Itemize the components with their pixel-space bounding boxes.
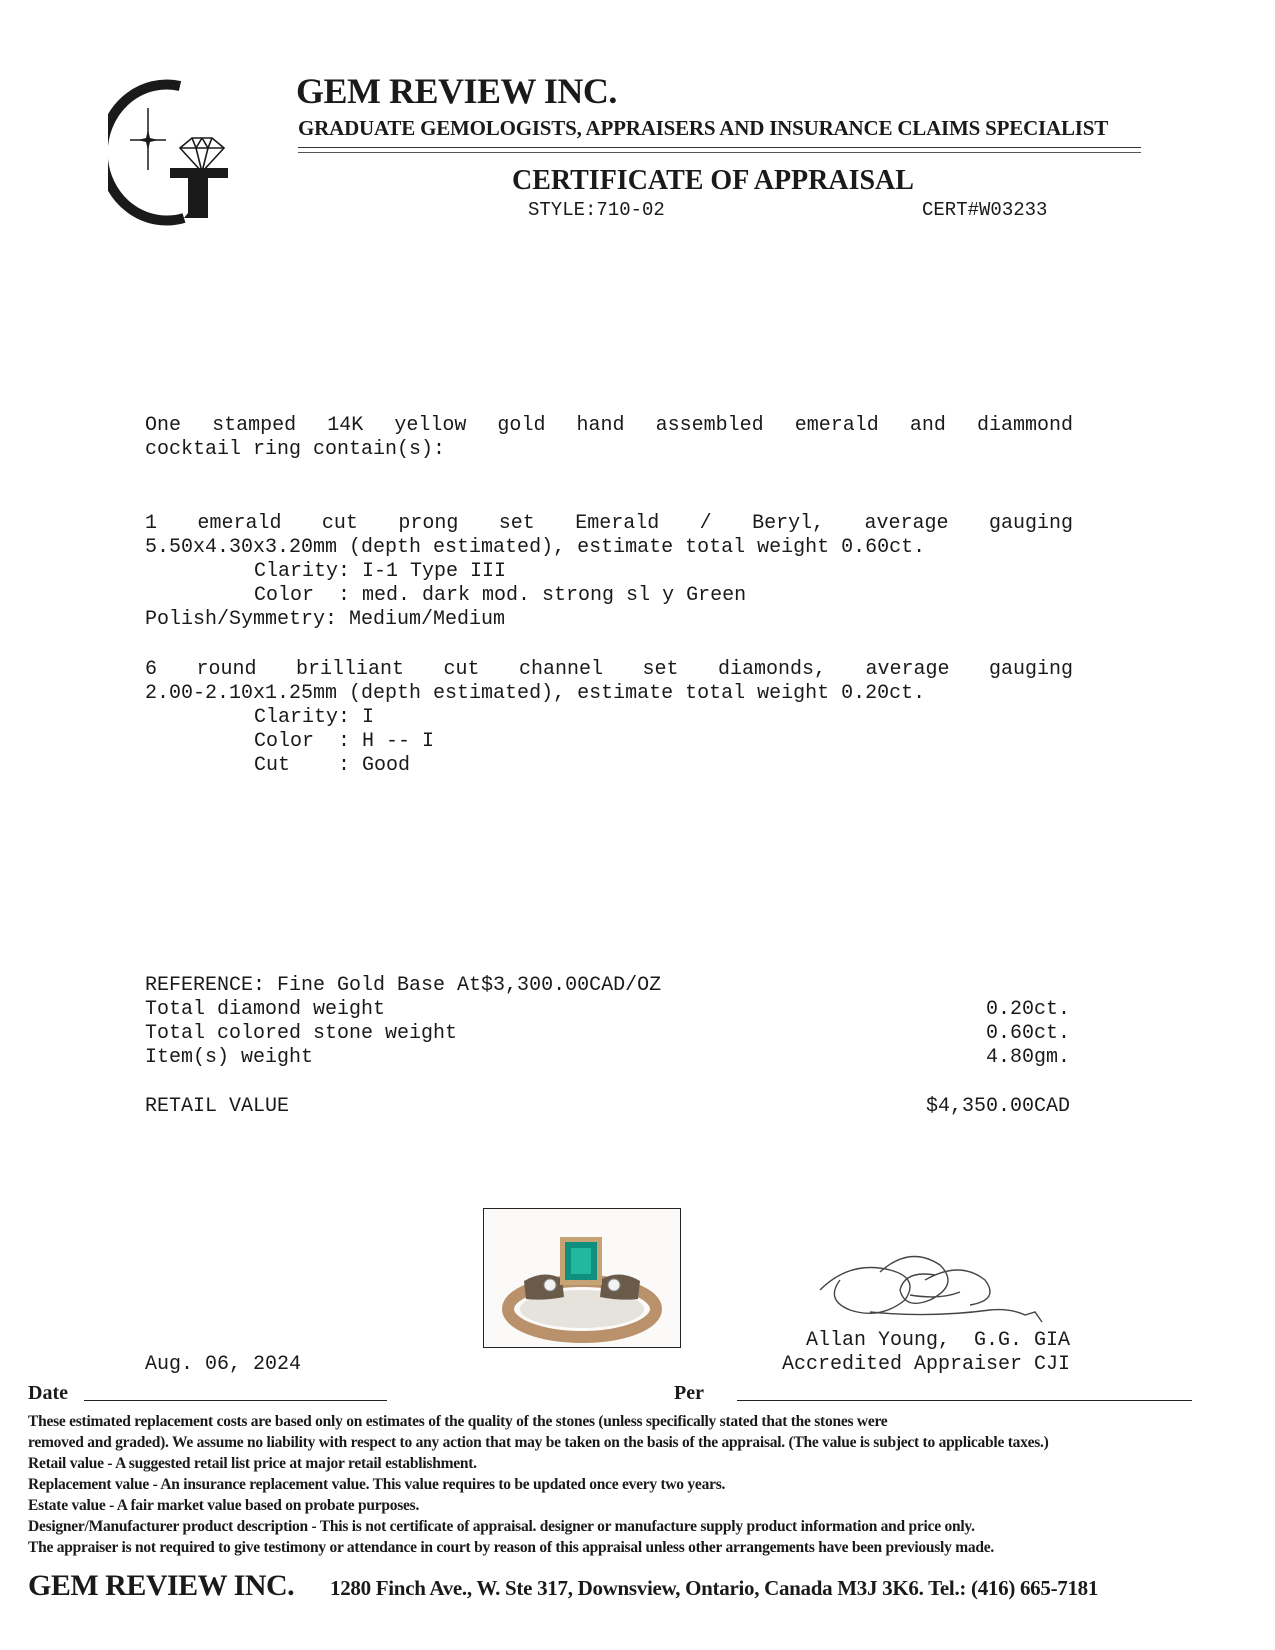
emerald-description: 1 emerald cut prong set Emerald / Beryl, average gauging [145,512,1073,535]
date-signature-line [84,1400,387,1401]
disclaimer-line: The appraiser is not required to give testimony or attendance in court by reason of this appraisal unless other arrangements have been previously made. [28,1539,995,1556]
item-description-line: One stamped 14K yellow gold hand assembled emerald and diammond [145,414,1073,437]
disclaimer-line: Designer/Manufacturer product description - This is not certificate of appraisal. designer or manufacture supply product information and price only. [28,1518,975,1535]
company-name: GEM REVIEW INC. [296,71,617,111]
emerald-gauging: 5.50x4.30x3.20mm (depth estimated), estimate total weight 0.60ct. [145,536,926,559]
style-number: STYLE:710-02 [528,199,665,221]
date-label: Date [28,1382,68,1404]
emerald-polish-symmetry: Polish/Symmetry: Medium/Medium [145,608,506,631]
diamonds-description: 6 round brilliant cut channel set diamonds, average gauging [145,658,1073,681]
ring-image [484,1209,680,1347]
emerald-clarity: Clarity: I-1 Type III [254,560,507,583]
disclaimer-line: removed and graded). We assume no liability with respect to any action that may be taken on the basis of the appraisal. (The value is subject to applicable taxes.) [28,1434,1049,1451]
ring-photo [483,1208,681,1348]
summary-value: 0.20ct. [985,998,1070,1021]
footer-company-name: GEM REVIEW INC. [28,1569,295,1602]
per-signature-line [737,1400,1192,1401]
emerald-color: Color : med. dark mod. strong sl y Green [254,584,747,607]
gem-review-logo [108,78,243,228]
appraiser-signature [810,1240,1060,1330]
diamonds-clarity: Clarity: I [254,706,375,729]
item-description-line: cocktail ring contain(s): [145,438,446,461]
certificate-number: CERT#W03233 [922,199,1048,221]
disclaimer-line: Retail value - A suggested retail list price at major retail establishment. [28,1455,477,1472]
footer-address: 1280 Finch Ave., W. Ste 317, Downsview, Ontario, Canada M3J 3K6. Tel.: (416) 665-7181 [330,1576,1099,1600]
retail-value-label: RETAIL VALUE [145,1095,290,1118]
appraisal-date: Aug. 06, 2024 [145,1353,302,1376]
disclaimer-line: Replacement value - An insurance replacement value. This value requires to be updated once every two years. [28,1476,726,1493]
header-rule [298,147,1141,148]
company-tagline: GRADUATE GEMOLOGISTS, APPRAISERS AND INSURANCE CLAIMS SPECIALIST [298,116,1109,140]
header-rule [298,152,1141,153]
diamonds-color: Color : H -- I [254,730,435,753]
summary-label: Total diamond weight [145,998,386,1021]
summary-label: Item(s) weight [145,1046,314,1069]
summary-value: 4.80gm. [985,1046,1070,1069]
gold-reference: REFERENCE: Fine Gold Base At$3,300.00CAD/OZ [145,974,662,997]
appraiser-name: Allan Young, G.G. GIA [805,1329,1070,1352]
summary-value: 0.60ct. [985,1022,1070,1045]
summary-label: Total colored stone weight [145,1022,458,1045]
diamonds-gauging: 2.00-2.10x1.25mm (depth estimated), estimate total weight 0.20ct. [145,682,926,705]
disclaimer-line: These estimated replacement costs are based only on estimates of the quality of the stones (unless specifically stated that the stones were [28,1413,888,1430]
disclaimer-line: Estate value - A fair market value based on probate purposes. [28,1497,420,1514]
diamonds-cut: Cut : Good [254,754,411,777]
appraiser-title: Accredited Appraiser CJI [781,1353,1070,1376]
per-label: Per [674,1382,704,1404]
retail-value-amount: $4,350.00CAD [925,1095,1070,1118]
certificate-title: CERTIFICATE OF APPRAISAL [512,165,914,196]
